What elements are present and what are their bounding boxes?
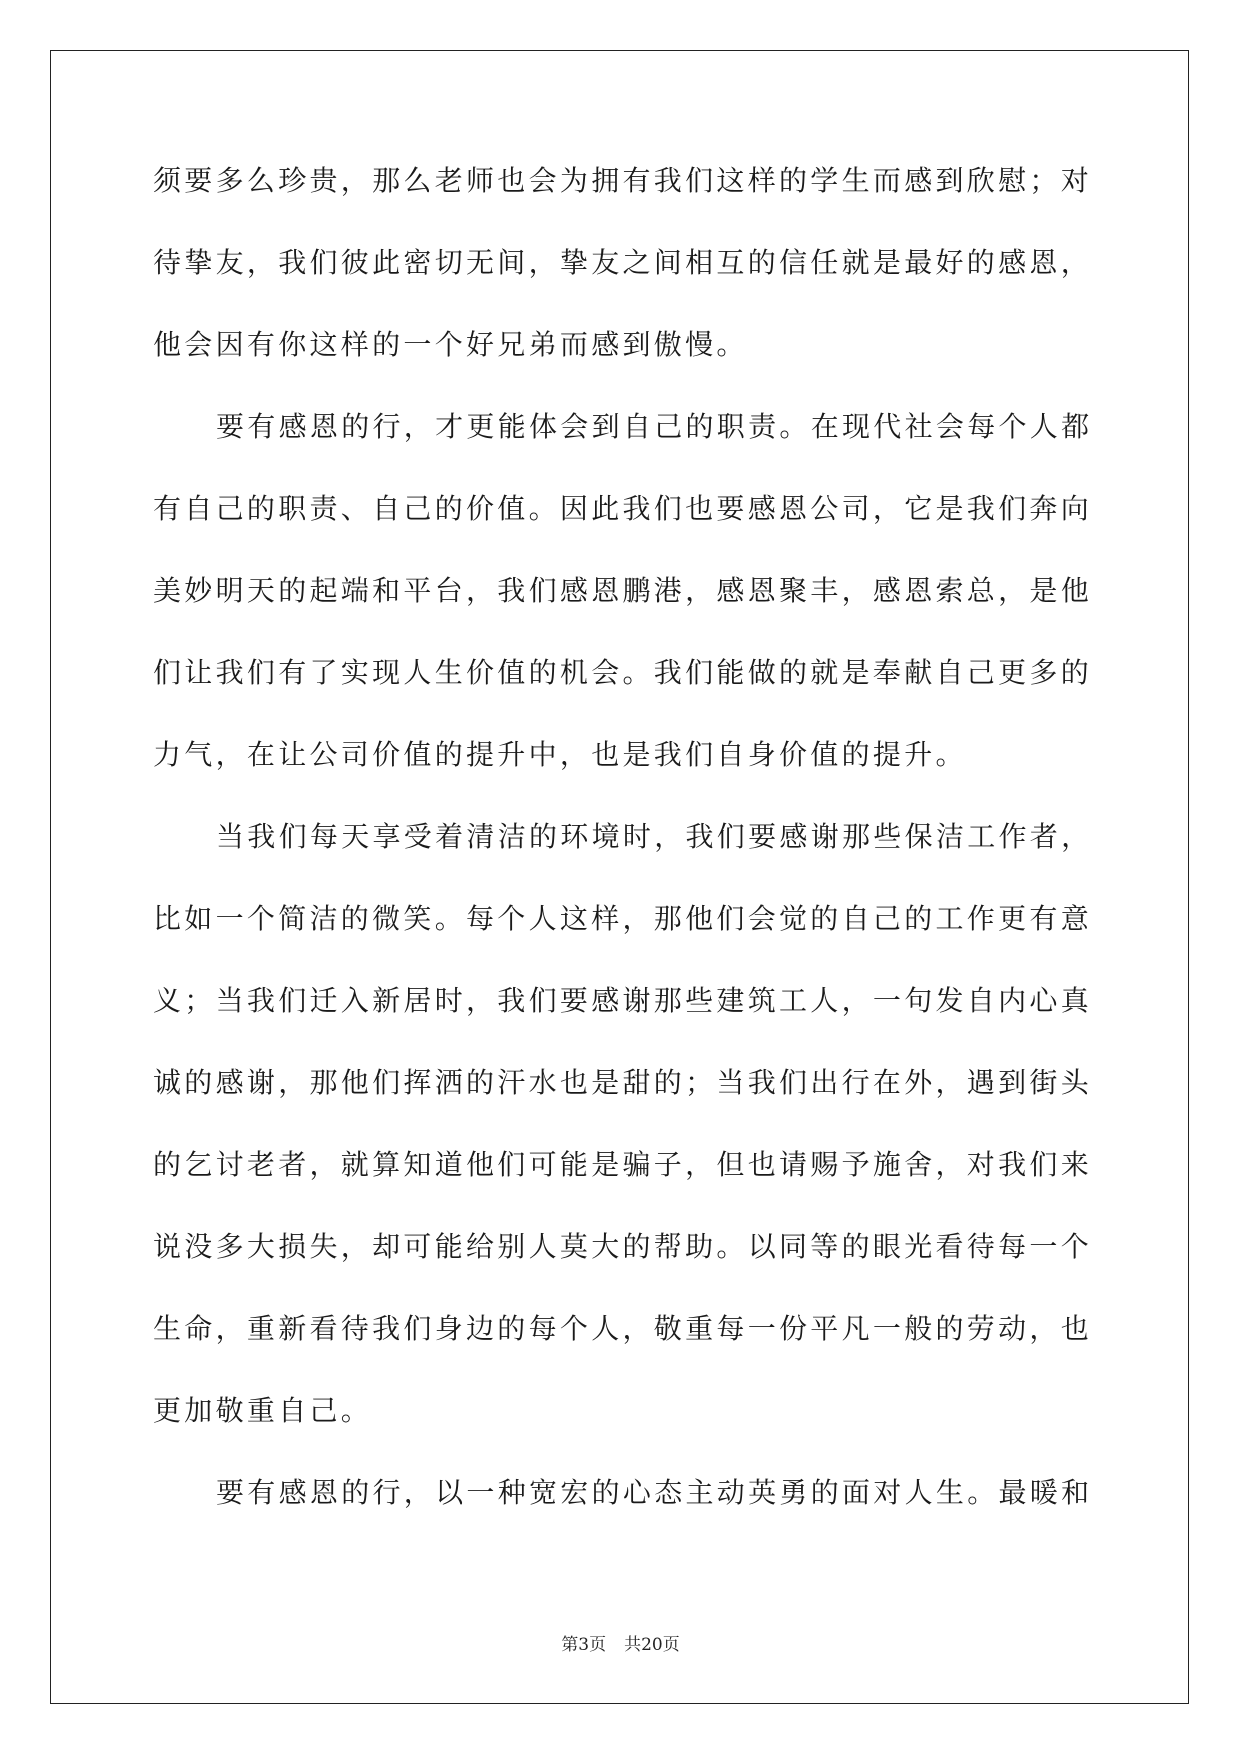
paragraph-start-line: 要有感恩的行，才更能体会到自己的职责。在现代社会每个人都: [216, 410, 1093, 443]
text-line: 的乞讨老者，就算知道他们可能是骗子，但也请赐予施舍，对我们来: [153, 1148, 1093, 1181]
text-line: 比如一个简洁的微笑。每个人这样，那他们会觉的自己的工作更有意: [153, 902, 1093, 935]
text-line: 说没多大损失，却可能给别人莫大的帮助。以同等的眼光看待每一个: [153, 1230, 1093, 1263]
text-line: 诚的感谢，那他们挥洒的汗水也是甜的；当我们出行在外，遇到街头: [153, 1066, 1093, 1099]
text-line: 他会因有你这样的一个好兄弟而感到傲慢。: [153, 328, 748, 361]
paragraph-start-line: 当我们每天享受着清洁的环境时，我们要感谢那些保洁工作者，: [216, 820, 1093, 853]
page-footer: [0, 1630, 1241, 1655]
text-line: 们让我们有了实现人生价值的机会。我们能做的就是奉献自己更多的: [153, 656, 1093, 689]
paragraph-start-line: 要有感恩的行，以一种宽宏的心态主动英勇的面对人生。最暖和: [216, 1476, 1093, 1509]
text-line: 生命，重新看待我们身边的每个人，敬重每一份平凡一般的劳动，也: [153, 1312, 1093, 1345]
text-line: 有自己的职责、自己的价值。因此我们也要感恩公司，它是我们奔向: [153, 492, 1093, 525]
document-body: [153, 163, 1093, 1557]
text-line: 美妙明天的起端和平台，我们感恩鹏港，感恩聚丰，感恩索总，是他: [153, 574, 1093, 607]
text-line: 力气，在让公司价值的提升中，也是我们自身价值的提升。: [153, 738, 967, 771]
page-number: 第3页: [561, 1635, 607, 1655]
text-line: 待挚友，我们彼此密切无间，挚友之间相互的信任就是最好的感恩，: [153, 246, 1093, 279]
text-line: 更加敬重自己。: [153, 1394, 373, 1427]
page-total: 共20页: [624, 1635, 680, 1655]
text-line: 义；当我们迁入新居时，我们要感谢那些建筑工人，一句发自内心真: [153, 984, 1093, 1017]
text-line: 须要多么珍贵，那么老师也会为拥有我们这样的学生而感到欣慰；对: [153, 164, 1093, 197]
